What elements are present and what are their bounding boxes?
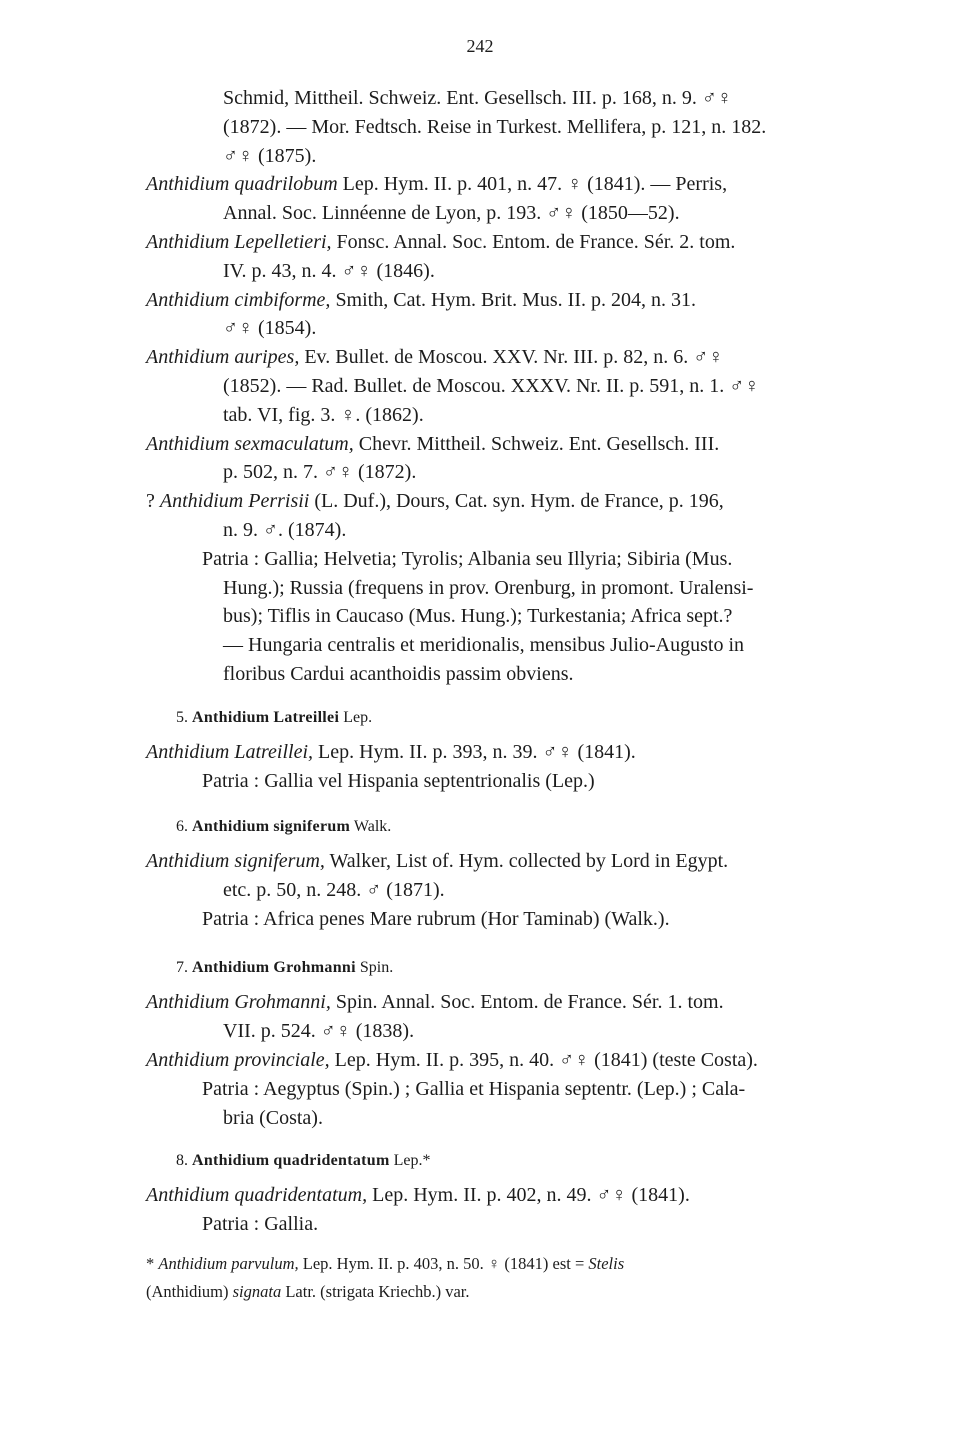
text-run: * <box>146 1254 159 1273</box>
text-line <box>146 199 896 228</box>
text-line <box>146 545 896 574</box>
text-line <box>146 170 896 199</box>
text-line <box>146 228 896 257</box>
italic-name: Anthidium signiferum, <box>146 850 325 872</box>
text-run: tab. VI, fig. 3. ♀. (1862). <box>223 403 424 426</box>
text-line <box>146 1181 690 1210</box>
text-line <box>146 372 896 401</box>
italic-name: Anthidium quadridentatum, <box>146 1184 368 1206</box>
species-heading <box>176 818 391 836</box>
catalogue-entry-block <box>146 84 896 689</box>
text-run: ♂♀ (1854). <box>223 317 317 340</box>
species-number: 7. <box>176 959 192 976</box>
text-run: p. 502, n. 7. ♂♀ (1872). <box>223 461 417 484</box>
text-run: Patria : Gallia; Helvetia; Tyrolis; Albania seu Illyria; Sibiria (Mus. <box>202 547 733 570</box>
text-run: floribus Cardui acanthoidis passim obviens. <box>223 662 574 685</box>
italic-name: Anthidium sexmaculatum, <box>146 432 354 455</box>
species-heading <box>176 1152 431 1170</box>
text-run: (Anthidium) <box>146 1282 233 1301</box>
text-line <box>146 286 896 315</box>
text-run: Walker, List of. Hym. collected by Lord in Egypt. <box>324 850 729 872</box>
text-run: Hung.); Russia (frequens in prov. Orenburg, in promont. Uralensi- <box>223 576 754 599</box>
species-author: Lep. <box>343 709 373 726</box>
text-line <box>146 905 670 934</box>
page-number: 242 <box>466 36 494 56</box>
italic-name: Anthidium auripes, <box>146 346 300 369</box>
text-run: Lep. Hym. II. p. 395, n. 40. ♂♀ (1841) (teste Costa). <box>329 1049 758 1071</box>
text-line <box>146 401 896 430</box>
text-line <box>146 1075 745 1104</box>
text-line <box>146 1046 758 1075</box>
text-line <box>146 257 896 286</box>
species-genus: Anthidium <box>192 1152 270 1169</box>
text-run: Patria : Africa penes Mare rubrum (Hor Taminab) (Walk.). <box>202 908 670 930</box>
text-run: (L. Duf.), Dours, Cat. syn. Hym. de France, p. 196, <box>309 490 724 513</box>
species-epithet: quadridentatum <box>273 1152 390 1169</box>
text-run: ♂♀ (1875). <box>223 144 317 167</box>
text-line <box>146 767 595 796</box>
text-run: Patria : Gallia vel Hispania septentrionalis (Lep.) <box>202 770 595 792</box>
text-line <box>146 847 728 876</box>
text-run: Ev. Bullet. de Moscou. XXV. Nr. III. p. 82, n. 6. ♂♀ <box>299 346 724 369</box>
text-line <box>146 430 896 459</box>
species-epithet: Latreillei <box>273 709 340 726</box>
italic-name: Anthidium parvulum, <box>158 1254 299 1273</box>
text-line <box>146 574 896 603</box>
text-run: Spin. Annal. Soc. Entom. de France. Sér. 1. tom. <box>330 991 724 1013</box>
italic-name: Anthidium provinciale, <box>146 1049 330 1071</box>
text-run: Patria : Aegyptus (Spin.) ; Gallia et Hispania septentr. (Lep.) ; Cala- <box>202 1078 746 1100</box>
text-run: Annal. Soc. Linnéenne de Lyon, p. 193. ♂♀ (1850—52). <box>223 202 680 225</box>
species-number: 6. <box>176 818 192 835</box>
text-run: Lep. Hym. II. p. 401, n. 47. ♀ (1841). — Perris, <box>337 173 728 196</box>
text-run: etc. p. 50, n. 248. ♂ (1871). <box>223 879 445 901</box>
text-run: bus); Tiflis in Caucaso (Mus. Hung.); Turkestania; Africa sept.? <box>223 605 733 628</box>
footnote-line <box>146 1250 624 1278</box>
text-line <box>146 1210 318 1239</box>
text-run: Lep. Hym. II. p. 393, n. 39. ♂♀ (1841). <box>313 741 636 763</box>
text-run: Chevr. Mittheil. Schweiz. Ent. Gesellsch. III. <box>353 432 720 455</box>
species-author: Spin. <box>359 959 394 976</box>
species-genus: Anthidium <box>192 709 270 726</box>
text-run: Smith, Cat. Hym. Brit. Mus. II. p. 204, n. 31. <box>330 288 697 311</box>
species-heading <box>176 709 372 727</box>
text-line <box>146 988 724 1017</box>
text-line <box>146 84 896 113</box>
species-number: 5. <box>176 709 192 726</box>
text-line <box>146 660 896 689</box>
text-run: Fonsc. Annal. Soc. Entom. de France. Sér. 2. tom. <box>331 230 736 253</box>
text-run: (1852). — Rad. Bullet. de Moscou. XXXV. Nr. II. p. 591, n. 1. ♂♀ <box>223 374 760 397</box>
italic-name: Anthidium cimbiforme, <box>146 288 331 311</box>
text-line <box>146 1104 323 1133</box>
text-line <box>146 314 896 343</box>
species-author: Lep.* <box>393 1152 431 1169</box>
text-run: bria (Costa). <box>223 1107 323 1129</box>
species-epithet: signiferum <box>273 818 351 835</box>
species-genus: Anthidium <box>192 959 270 976</box>
species-heading <box>176 959 393 977</box>
italic-name: Anthidium Lepelletieri, <box>146 230 332 253</box>
text-run: Patria : Gallia. <box>202 1213 319 1235</box>
text-run: (1872). — Mor. Fedtsch. Reise in Turkest. Mellifera, p. 121, n. 182. <box>223 115 767 138</box>
text-line <box>146 602 896 631</box>
species-epithet: Grohmanni <box>273 959 356 976</box>
italic-name: Anthidium Latreillei, <box>146 741 314 763</box>
text-line <box>146 458 896 487</box>
text-line <box>146 487 896 516</box>
footnote <box>146 1250 624 1306</box>
text-line <box>146 142 896 171</box>
text-run: ? <box>146 490 160 513</box>
text-line <box>146 343 896 372</box>
footnote-line <box>146 1278 624 1306</box>
species-genus: Anthidium <box>192 818 270 835</box>
text-line <box>146 1017 414 1046</box>
text-run: n. 9. ♂. (1874). <box>223 518 347 541</box>
text-run: IV. p. 43, n. 4. ♂♀ (1846). <box>223 259 435 282</box>
text-line <box>146 631 896 660</box>
text-run: Lep. Hym. II. p. 402, n. 49. ♂♀ (1841). <box>367 1184 690 1206</box>
text-run: — Hungaria centralis et meridionalis, mensibus Julio-Augusto in <box>223 634 745 657</box>
text-line <box>146 113 896 142</box>
text-run: VII. p. 524. ♂♀ (1838). <box>223 1020 415 1042</box>
italic-name: Anthidium quadrilobum <box>146 173 338 196</box>
text-line <box>146 516 896 545</box>
italic-name: signata <box>232 1282 282 1301</box>
text-line <box>146 738 636 767</box>
text-run: Lep. Hym. II. p. 403, n. 50. ♀ (1841) est = <box>298 1254 589 1273</box>
text-line <box>146 876 445 905</box>
italic-name: Anthidium Perrisii <box>159 490 310 513</box>
italic-name: Anthidium Grohmanni, <box>146 991 331 1013</box>
italic-name: Stelis <box>588 1254 625 1273</box>
species-author: Walk. <box>353 818 392 835</box>
text-run: Latr. (strigata Kriechb.) var. <box>281 1282 470 1301</box>
species-number: 8. <box>176 1152 192 1169</box>
text-run: Schmid, Mittheil. Schweiz. Ent. Gesellsch. III. p. 168, n. 9. ♂♀ <box>223 87 732 109</box>
